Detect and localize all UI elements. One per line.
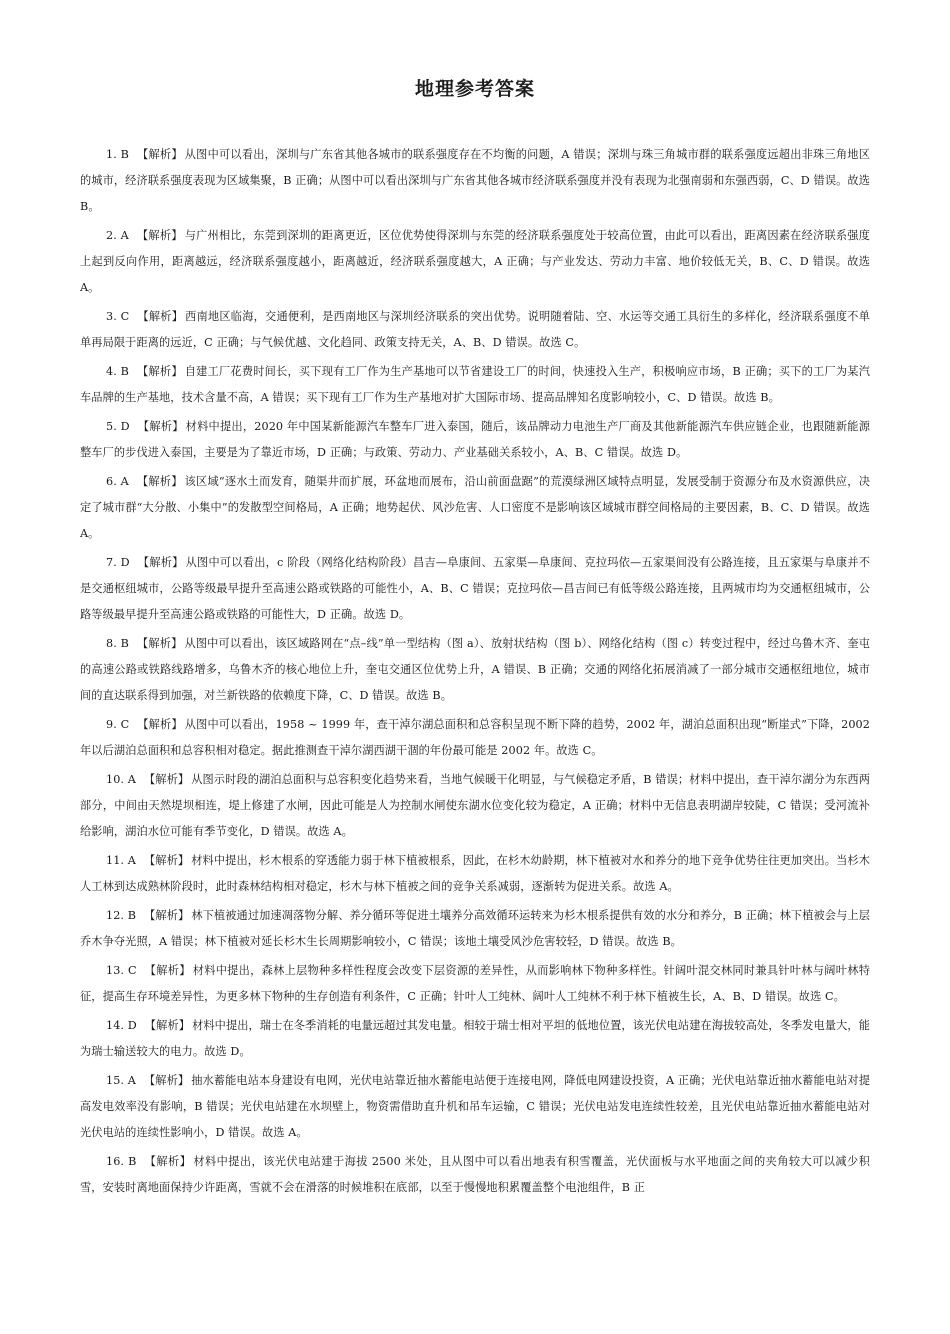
answer-item-4: [80, 359, 870, 411]
answer-list: [80, 142, 870, 1204]
answer-item-15: [80, 1068, 870, 1146]
answer-number: 11. A: [106, 854, 136, 867]
analysis-text: 材料中提出，2020 年中国某新能源汽车整车厂进入泰国，随后，该品牌动力电池生产厂商及其他新能源汽车供应链企业，也跟随新能源整车厂的步伐进入泰国，主要是为了靠近市场，D 正确；与政策、劳动力、产业基础关系较小，A、B、C 错误。故选 D。: [80, 420, 870, 459]
answer-item-13: [80, 958, 870, 1010]
answer-number: 3. C: [106, 310, 130, 323]
analysis-tag: 【解析】: [136, 229, 183, 242]
analysis-text: 该区域“逐水土而发育，随渠井而扩展，环盆地而展布，沿山前面盘踞”的荒漠绿洲区域特点明显，发展受制于资源分布及水资源供应，决定了城市群“大分散、小集中”的发散型空间格局，A 正确；地势起伏、风沙危害、人口密度不是影响该区域城市群空间格局的主要因素，B、C、D 错误。故选 A。: [80, 475, 870, 540]
answer-number: 13. C: [106, 964, 137, 977]
answer-number: 2. A: [106, 229, 129, 242]
answer-item-7: [80, 550, 870, 628]
answer-item-12: [80, 903, 870, 955]
analysis-tag: 【解析】: [137, 718, 183, 731]
analysis-tag: 【解析】: [137, 420, 184, 433]
analysis-text: 材料中提出，该光伏电站建于海拔 2500 米处，且从图中可以看出地表有积雪覆盖，光伏面板与水平地面之间的夹角较大可以减少积雪，安装时离地面保持少许距离，雪就不会在滑落的时候堆积在底部，以至于慢慢地积累覆盖整个电池组件，B 正: [80, 1155, 870, 1194]
answer-item-14: [80, 1013, 870, 1065]
answer-number: 1. B: [106, 148, 129, 161]
analysis-tag: 【解析】: [143, 1074, 190, 1087]
answer-item-6: [80, 469, 870, 547]
answer-item-1: [80, 142, 870, 220]
answer-number: 4. B: [106, 365, 129, 378]
analysis-text: 林下植被通过加速凋落物分解、养分循环等促进土壤养分高效循环运转来为杉木根系提供有效的水分和养分，B 正确；林下植被会与上层乔木争夺光照，A 错误；林下植被对延长杉木生长周期影响较小，C 错误；该地土壤受风沙危害较轻，D 错误。故选 B。: [80, 909, 870, 948]
analysis-tag: 【解析】: [137, 310, 184, 323]
analysis-text: 材料中提出，瑞士在冬季消耗的电量远超过其发电量。相较于瑞士相对平坦的低地位置，该光伏电站建在海拔较高处，冬季发电量大，能为瑞士输送较大的电力。故选 D。: [80, 1019, 870, 1058]
analysis-text: 抽水蓄能电站本身建设有电网，光伏电站靠近抽水蓄能电站便于连接电网，降低电网建设投资，A 正确；光伏电站靠近抽水蓄能电站对提高发电效率没有影响，B 错误；光伏电站建在水坝壁上，物资需借助直升机和吊车运输，C 错误；光伏电站发电连续性较差，且光伏电站靠近抽水蓄能电站对光伏电站的连续性影响小，D 错误。故选 A。: [80, 1074, 870, 1139]
answer-item-2: [80, 223, 870, 301]
analysis-tag: 【解析】: [144, 1019, 191, 1032]
analysis-tag: 【解析】: [136, 475, 183, 488]
analysis-text: 自建工厂花费时间长，买下现有工厂作为生产基地可以节省建设工厂的时间，快速投入生产，积极响应市场，B 正确；买下的工厂为某汽车品牌的生产基地，技术含量不高，A 错误；买下现有工厂作为生产基地对扩大国际市场、提高品牌知名度影响较小，C、D 错误。故选 B。: [80, 365, 870, 404]
analysis-tag: 【解析】: [143, 773, 190, 786]
analysis-tag: 【解析】: [137, 556, 184, 569]
answer-item-8: [80, 631, 870, 709]
answer-item-16: [80, 1149, 870, 1201]
answer-item-5: [80, 414, 870, 466]
analysis-tag: 【解析】: [144, 964, 191, 977]
analysis-text: 与广州相比，东莞到深圳的距离更近，区位优势使得深圳与东莞的经济联系强度处于较高位置，由此可以看出，距离因素在经济联系强度上起到反向作用，距离越远，经济联系强度越小，距离越近，经济联系强度越大，A 正确；与产业发达、劳动力丰富、地价较低无关，B、C、D 错误。故选 A。: [80, 229, 870, 294]
answer-number: 5. D: [106, 420, 130, 433]
analysis-text: 从图中可以看出，1958 ~ 1999 年，查干淖尔湖总面积和总容积呈现不断下降的趋势，2002 年，湖泊总面积出现“断崖式”下降，2002 年以后湖泊总面积和总容积相对稳定。据此推测查干淖尔湖西湖干涸的年份最可能是 2002 年。故选 C。: [80, 718, 870, 757]
answer-number: 15. A: [106, 1074, 136, 1087]
analysis-text: 从图中可以看出，深圳与广东省其他各城市的联系强度存在不均衡的问题，A 错误；深圳与珠三角城市群的联系强度远超出非珠三角地区的城市，经济联系强度表现为区域集聚，B 正确；从图中可以看出深圳与广东省其他各城市经济联系强度并没有表现为北强南弱和东强西弱，C、D 错误。故选 B。: [80, 148, 870, 213]
analysis-text: 从图中可以看出，该区域路网在“点–线”单一型结构（图 a）、放射状结构（图 b）、网络化结构（图 c）转变过程中，经过乌鲁木齐、奎屯的高速公路或铁路线路增多，乌鲁木齐的核心地位上升，奎屯交通区位优势上升，A 错误、B 正确；交通的网络化拓展消减了一部分城市交通枢纽地位，城市间的直达联系得到加强，对兰新铁路的依赖度下降，C、D 错误。故选 B。: [80, 637, 871, 702]
analysis-text: 西南地区临海，交通便利，是西南地区与深圳经济联系的突出优势。说明随着陆、空、水运等交通工具衍生的多样化，经济联系强度不单单再局限于距离的远近，C 正确；与气候优越、文化趋同、政策支持无关，A、B、D 错误。故选 C。: [80, 310, 870, 349]
answer-item-3: [80, 304, 870, 356]
analysis-text: 材料中提出，杉木根系的穿透能力弱于林下植被根系，因此，在杉木幼龄期，林下植被对水和养分的地下竞争优势往往更加突出。当杉木人工林到达成熟林阶段时，此时森林结构相对稳定，杉木与林下植被之间的竞争关系减弱，逐渐转为促进关系。故选 A。: [80, 854, 870, 893]
answer-item-11: [80, 848, 870, 900]
analysis-tag: 【解析】: [143, 854, 190, 867]
analysis-tag: 【解析】: [144, 909, 190, 922]
analysis-text: 材料中提出，森林上层物种多样性程度会改变下层资源的差异性，从而影响林下物种多样性。针阔叶混交林同时兼具针叶林与阔叶林特征，提高生存环境差异性，为更多林下物种的生存创造有利条件，C 正确；针叶人工纯林、阔叶人工纯林不利于林下植被生长，A、B、D 错误。故选 C。: [80, 964, 870, 1003]
answer-number: 16. B: [106, 1155, 137, 1168]
analysis-tag: 【解析】: [144, 1155, 192, 1168]
answer-number: 6. A: [106, 475, 129, 488]
answer-number: 9. C: [106, 718, 130, 731]
answer-number: 10. A: [106, 773, 136, 786]
answer-page: [80, 0, 870, 1334]
answer-item-9: [80, 712, 870, 764]
analysis-tag: 【解析】: [136, 148, 183, 161]
analysis-tag: 【解析】: [136, 637, 183, 650]
answer-number: 12. B: [106, 909, 137, 922]
analysis-text: 从图中可以看出，c 阶段（网络化结构阶段）昌吉—阜康间、五家渠—阜康间、克拉玛依—五家渠间没有公路连接，且五家渠与阜康并不是交通枢纽城市，公路等级最早提升至高速公路或铁路的可能性小，A、B、C 错误；克拉玛依—昌吉间已有低等级公路连接，且两城市均为交通枢纽城市，公路等级最早提升至高速公路或铁路的可能性大，D 正确。故选 D。: [80, 556, 870, 621]
answer-number: 14. D: [106, 1019, 137, 1032]
answer-number: 7. D: [106, 556, 130, 569]
analysis-text: 从图示时段的湖泊总面积与总容积变化趋势来看，当地气候暖干化明显，与气候稳定矛盾，B 错误；材料中提出，查干淖尔湖分为东西两部分，中间由天然堤坝相连，堤上修建了水闸，因此可能是人为控制水闸使东湖水位变化较为稳定，A 正确；材料中无信息表明湖岸较陡，C 错误；受河流补给影响，湖泊水位可能有季节变化，D 错误。故选 A。: [80, 773, 870, 838]
answer-number: 8. B: [106, 637, 129, 650]
page-title: 地理参考答案: [414, 78, 535, 100]
answer-item-10: [80, 767, 870, 845]
analysis-tag: 【解析】: [136, 365, 183, 378]
